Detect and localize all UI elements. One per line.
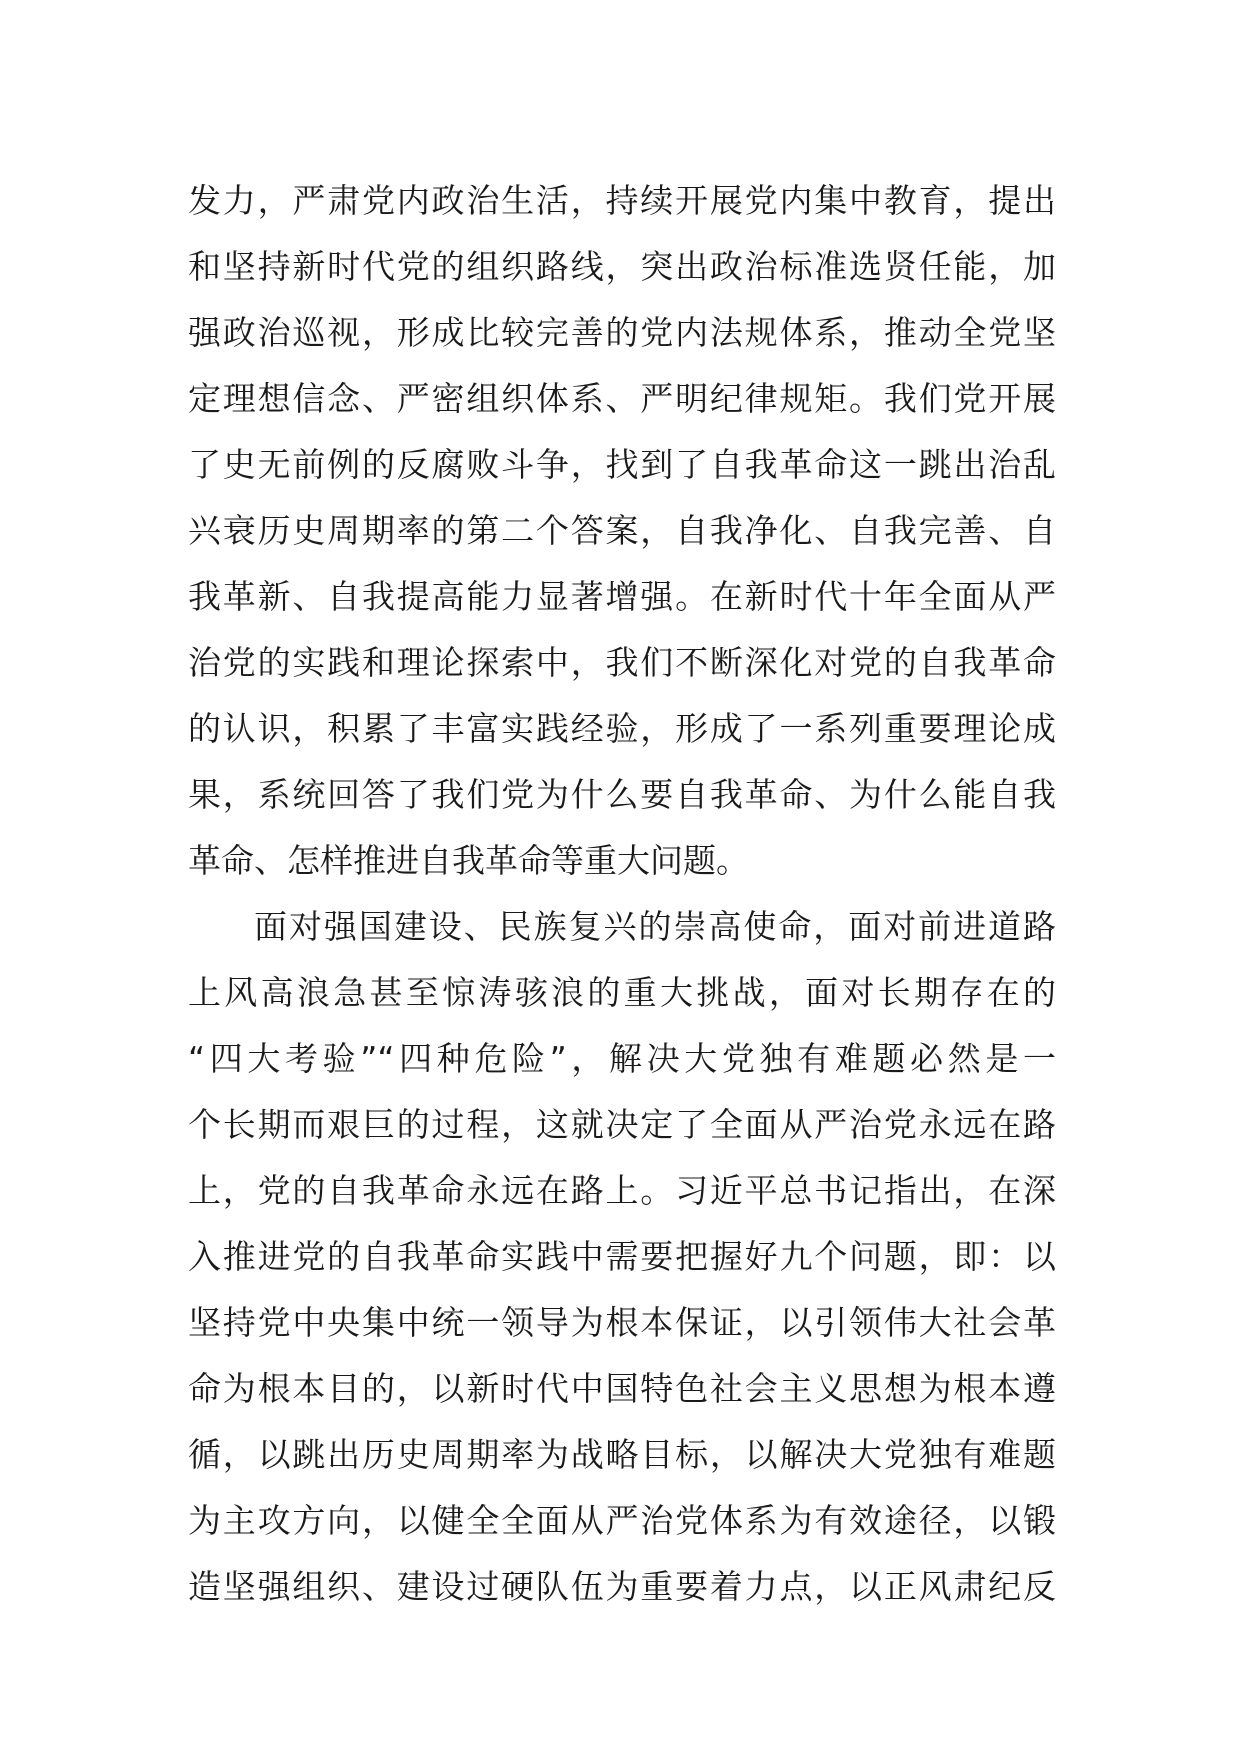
text-line: 造坚强组织、建设过硬队伍为重要着力点，以正风肃纪反 <box>188 1567 1056 1606</box>
text-line: 上风高浪急甚至惊涛骇浪的重大挑战，面对长期存在的 <box>188 973 1056 1012</box>
text-line: 治党的实践和理论探索中，我们不断深化对党的自我革命 <box>188 643 1056 682</box>
text-line: 坚持党中央集中统一领导为根本保证，以引领伟大社会革 <box>188 1303 1056 1342</box>
body-text <box>188 168 1056 1620</box>
text-line: 命为根本目的，以新时代中国特色社会主义思想为根本遵 <box>188 1369 1056 1408</box>
text-line: 为主攻方向，以健全全面从严治党体系为有效途径，以锻 <box>188 1501 1056 1540</box>
text-line: 个长期而艰巨的过程，这就决定了全面从严治党永远在路 <box>188 1105 1056 1144</box>
text-line: 上，党的自我革命永远在路上。习近平总书记指出，在深 <box>188 1171 1056 1210</box>
text-line: 的认识，积累了丰富实践经验，形成了一系列重要理论成 <box>188 709 1056 748</box>
text-line: 革命、怎样推进自我革命等重大问题。 <box>188 841 749 880</box>
text-line: 循，以跳出历史周期率为战略目标，以解决大党独有难题 <box>188 1435 1056 1474</box>
text-line: 定理想信念、严密组织体系、严明纪律规矩。我们党开展 <box>188 379 1056 418</box>
paragraph-2 <box>188 894 1056 1620</box>
text-line: 我革新、自我提高能力显著增强。在新时代十年全面从严 <box>188 577 1056 616</box>
text-line: 强政治巡视，形成比较完善的党内法规体系，推动全党坚 <box>188 313 1056 352</box>
text-line: 兴衰历史周期率的第二个答案，自我净化、自我完善、自 <box>188 511 1056 550</box>
paragraph-1 <box>188 168 1056 894</box>
text-line: 发力，严肃党内政治生活，持续开展党内集中教育，提出 <box>188 181 1056 220</box>
text-line: 了史无前例的反腐败斗争，找到了自我革命这一跳出治乱 <box>188 445 1056 484</box>
text-line: 和坚持新时代党的组织路线，突出政治标准选贤任能，加 <box>188 247 1056 286</box>
text-line: 果，系统回答了我们党为什么要自我革命、为什么能自我 <box>188 775 1056 814</box>
text-line: 面对强国建设、民族复兴的崇高使命，面对前进道路 <box>254 907 1056 946</box>
text-line: 入推进党的自我革命实践中需要把握好九个问题，即：以 <box>188 1237 1056 1276</box>
text-line: “四大考验”“四种危险”，解决大党独有难题必然是一 <box>188 1039 1056 1078</box>
